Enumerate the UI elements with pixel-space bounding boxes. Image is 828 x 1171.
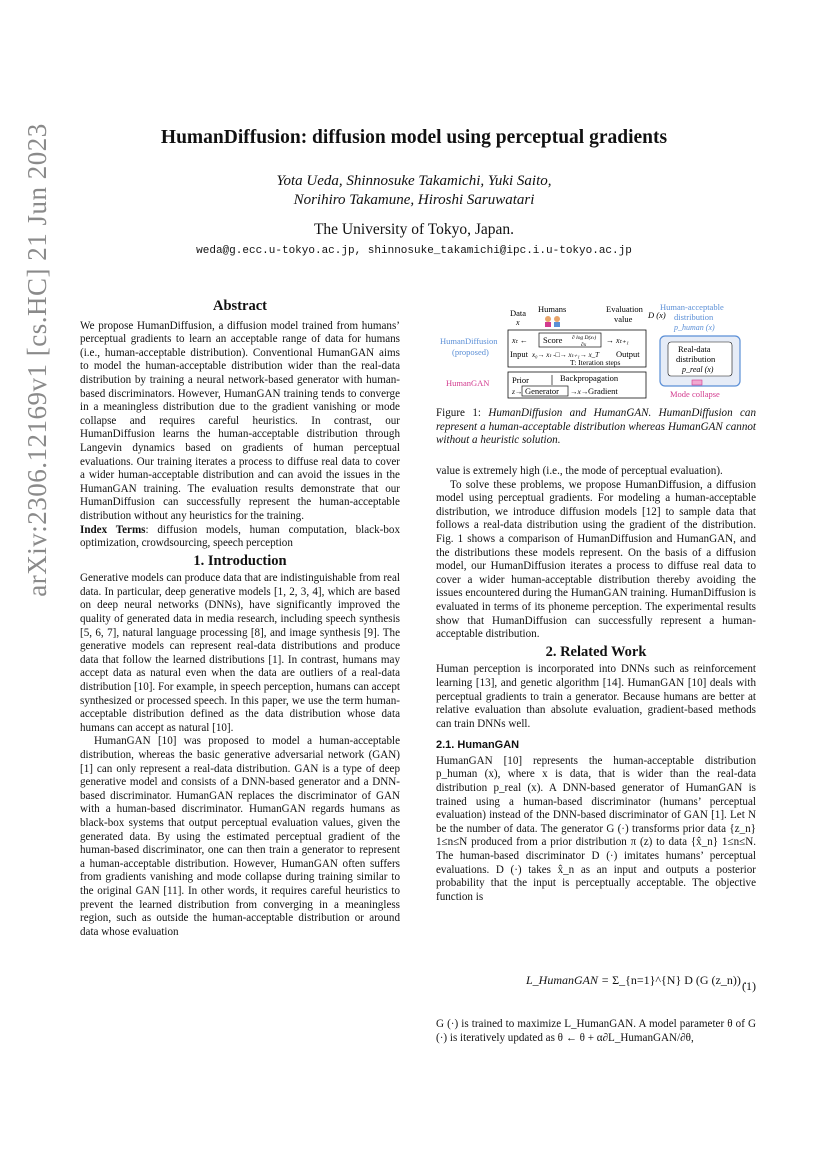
fig-input-label: Input [510, 349, 528, 359]
index-terms-label: Index Terms [80, 523, 146, 536]
fig-gradient-label: Gradient [588, 386, 618, 396]
fig-data-label: Data [510, 308, 527, 318]
svg-text:∂x: ∂x [581, 342, 587, 348]
left-column [80, 300, 400, 939]
related-text: Human perception is incorporated into DNNs such as reinforcement learning [13], and genetic algorithm [14]. HumanGAN [10] deals with perceptual gradients to train a generator. Because humans are better at relative evaluation than absolute evaluation, gradient-based methods can train DNNs well. [436, 663, 756, 730]
intro-paragraph-1: Generative models can produce data that are indistinguishable from real data. In particular, deep generative models [1, 2, 3, 4], which are based on deep neural networks (DNNs), have significantly improved the quality of generated data in media research, including speech synthesis [5, 6, 7], natural language processing [8], and image synthesis [9]. The generative models can represent real-data distributions and produce data that follow the learned distributions [1]. In contrast, humans may accept data as natural even when the data are outliers of a real-data distribution [10]. For example, in speech perception, humans can accept synthesized or processed speech. In this paper, we use the term human-acceptable distribution defined as the data distribution whose data humans can accept as natural [10]. [80, 572, 400, 734]
fig-hd-label-2: (proposed) [452, 347, 489, 357]
svg-text:x₀→ xₜ -□→ xₜ₊₁→ x_T: x₀→ xₜ -□→ xₜ₊₁→ x_T [532, 351, 600, 359]
authors [0, 172, 828, 210]
right-paragraph-1: To solve these problems, we propose HumanDiffusion, a diffusion model using perceptual gradients. For modeling a human-acceptable distribution, we introduce diffusion models [12] to sample data that follows a real-data distribution using the gradient of the distribution. Fig. 1 shows a comparison of HumanDiffusion and HumanGAN, and the distributions these models represent. On the basis of a diffusion model, our HumanDiffusion iterates a process to diffuse real data to cover a wider human-acceptable distribution thereby avoiding the issues encountered during the HumanGAN training. HumanDiffusion is evaluated in terms of its phoneme perception. The experimental results show that HumanDiffusion can successfully represent a human-acceptable distribution. [436, 478, 756, 641]
fig-hgan-label: HumanGAN [446, 378, 490, 388]
right-paragraph-0: value is extremely high (i.e., the mode of perceptual evaluation). [436, 465, 723, 477]
fig-rd-label-3: p_real (x) [682, 365, 714, 374]
fig-backprop-label: Backpropagation [560, 373, 619, 383]
index-terms [80, 524, 400, 551]
intro-paragraph-2: HumanGAN [10] was proposed to model a human-acceptable distribution, whereas the basic generative adversarial network (GAN) [1] can only represent a real-data distribution. GAN is a type of deep generative model and consists of a DNN-based generator and a DNN-based discriminator. HumanGAN replaces the discriminator of GAN with a human-based discriminator. HumanGAN regards humans as black-box systems that output perceptual evaluation values, given the generated data. By using the estimated perceptual gradient of the human-based discriminator, one can then train a generator to represent a human-acceptable distribution. However, HumanGAN often suffers from gradients vanishing and mode collapse during training similar to the original GAN [11]. In other words, it requires careful heuristics to prevent the learned distribution from converging in a meaningless region, such as outside the human-acceptable distribution or around data whose evaluation [80, 735, 400, 938]
fig-rd-label-2: distribution [676, 354, 716, 364]
figure-1-caption [436, 407, 756, 448]
right-column [436, 465, 756, 904]
authors-line-2: Norihiro Takamune, Hiroshi Saruwatari [293, 192, 535, 208]
humangan-text: HumanGAN [10] represents the human-acceptable distribution p_human (x), where x is data, that is wider than the real-data distribution p_real (x). A DNN-based generator of HumanGAN is trained using a human-based discriminator (humans’ perceptual evaluation) instead of the DNN-based discriminator of GAN [1]. Let N be the number of data. The generator G (·) transforms prior data {z_n} 1≤n≤N produced from a prior distribution π (z) to data {x̂_n} 1≤n≤N. The human-based discriminator D (·) imitates humans’ perceptual evaluations. D (·) takes x̂_n as an input and outputs a posterior probability that the input is perceptually acceptable. The objective function is [436, 754, 756, 903]
abstract-heading: Abstract [213, 298, 267, 314]
caption-label: Figure 1: [436, 407, 481, 419]
fig-eval-label: Evaluation [606, 304, 643, 314]
after-equation-text: G (·) is trained to maximize L_HumanGAN. A model parameter θ of G (·) is iteratively updated as θ ← θ + α∂L_HumanGAN/∂θ, [436, 1018, 756, 1044]
fig-humans-label: Humans [538, 304, 567, 314]
fig-x-label: x [516, 318, 520, 327]
equation-rhs: Σ_{n=1}^{N} D (G (z_n)) . [612, 973, 747, 987]
abstract-text: We propose HumanDiffusion, a diffusion model trained from humans’ perceptual gradients to learn an acceptable range of data for humans (i.e., human-acceptable distribution). Conventional HumanGAN aims to model the human-acceptable distribution wider than the real-data distribution by training a neural network-based generator with human-based discriminators. However, HumanGAN training tends to converge in a meaningless distribution due to the gradient vanishing or mode collapse and requires careful heuristics. In contrast, our HumanDiffusion learns the human-acceptable distribution through Langevin dynamics based on gradients of human perceptual evaluations. Our training iterates a process to diffuse real data to cover a wider human-acceptable distribution and can avoid the issues in the HumanGAN training. The evaluation results demonstrate that our HumanDiffusion can successfully represent the human-acceptable distribution without any heuristics for the training. [80, 319, 400, 522]
fig-score-label: Score [543, 335, 563, 345]
fig-ha-label-1: Human-acceptable [660, 302, 724, 312]
fig-output-label: Output [616, 349, 640, 359]
authors-line-1: Yota Ueda, Shinnosuke Takamichi, Yuki Saito, [276, 173, 552, 189]
figure-1 [436, 300, 756, 402]
fig-hd-label-1: HumanDiffusion [440, 336, 498, 346]
fig-dx-label: D (x) [648, 310, 666, 320]
humangan-subheading: 2.1. HumanGAN [436, 739, 520, 752]
fig-ha-label-2: distribution [674, 312, 714, 322]
equation-1 [436, 963, 756, 1003]
svg-text:xₜ ←: xₜ ← [512, 336, 528, 345]
svg-text:→ xₜ₊₁: → xₜ₊₁ [606, 336, 629, 345]
index-terms-text: : diffusion models, human computation, black-box optimization, crowdsourcing, speech perception [80, 523, 400, 550]
fig-iter-label: T: Iteration steps [570, 358, 621, 367]
humans-icon [545, 316, 560, 327]
caption-text: HumanDiffusion and HumanGAN. HumanDiffusion can represent a human-acceptable distribution whereas HumanGAN cannot without a heuristic solution. [436, 407, 756, 447]
svg-text:∂ log D(xₜ): ∂ log D(xₜ) [572, 335, 597, 341]
fig-prior-label: Prior [512, 375, 529, 385]
fig-rd-label-1: Real-data [678, 344, 711, 354]
arxiv-identifier: arXiv:2306.12169v1 [cs.HC] 21 Jun 2023 [22, 123, 52, 597]
fig-value-label: value [614, 314, 633, 324]
fig-mode-collapse: Mode collapse [670, 389, 720, 399]
emails: weda@g.ecc.u-tokyo.ac.jp, shinnosuke_takamichi@ipc.i.u-tokyo.ac.jp [196, 245, 632, 257]
fig-generator-label: Generator [525, 386, 559, 396]
svg-text:z→: z→ [512, 387, 523, 396]
intro-heading: 1. Introduction [193, 552, 287, 569]
right-column-after-eq [436, 1018, 756, 1045]
paper-title: HumanDiffusion: diffusion model using perceptual gradients [160, 127, 668, 148]
mode-collapse-marker [692, 380, 702, 385]
equation-lhs: L_HumanGAN = [526, 973, 613, 987]
equation-number: (1) [742, 979, 756, 993]
svg-text:→x→: →x→ [570, 387, 589, 396]
fig-ha-label-3: p_human (x) [674, 323, 715, 332]
equation-body [526, 973, 747, 988]
related-heading: 2. Related Work [545, 643, 647, 660]
affiliation: The University of Tokyo, Japan. [313, 221, 515, 238]
